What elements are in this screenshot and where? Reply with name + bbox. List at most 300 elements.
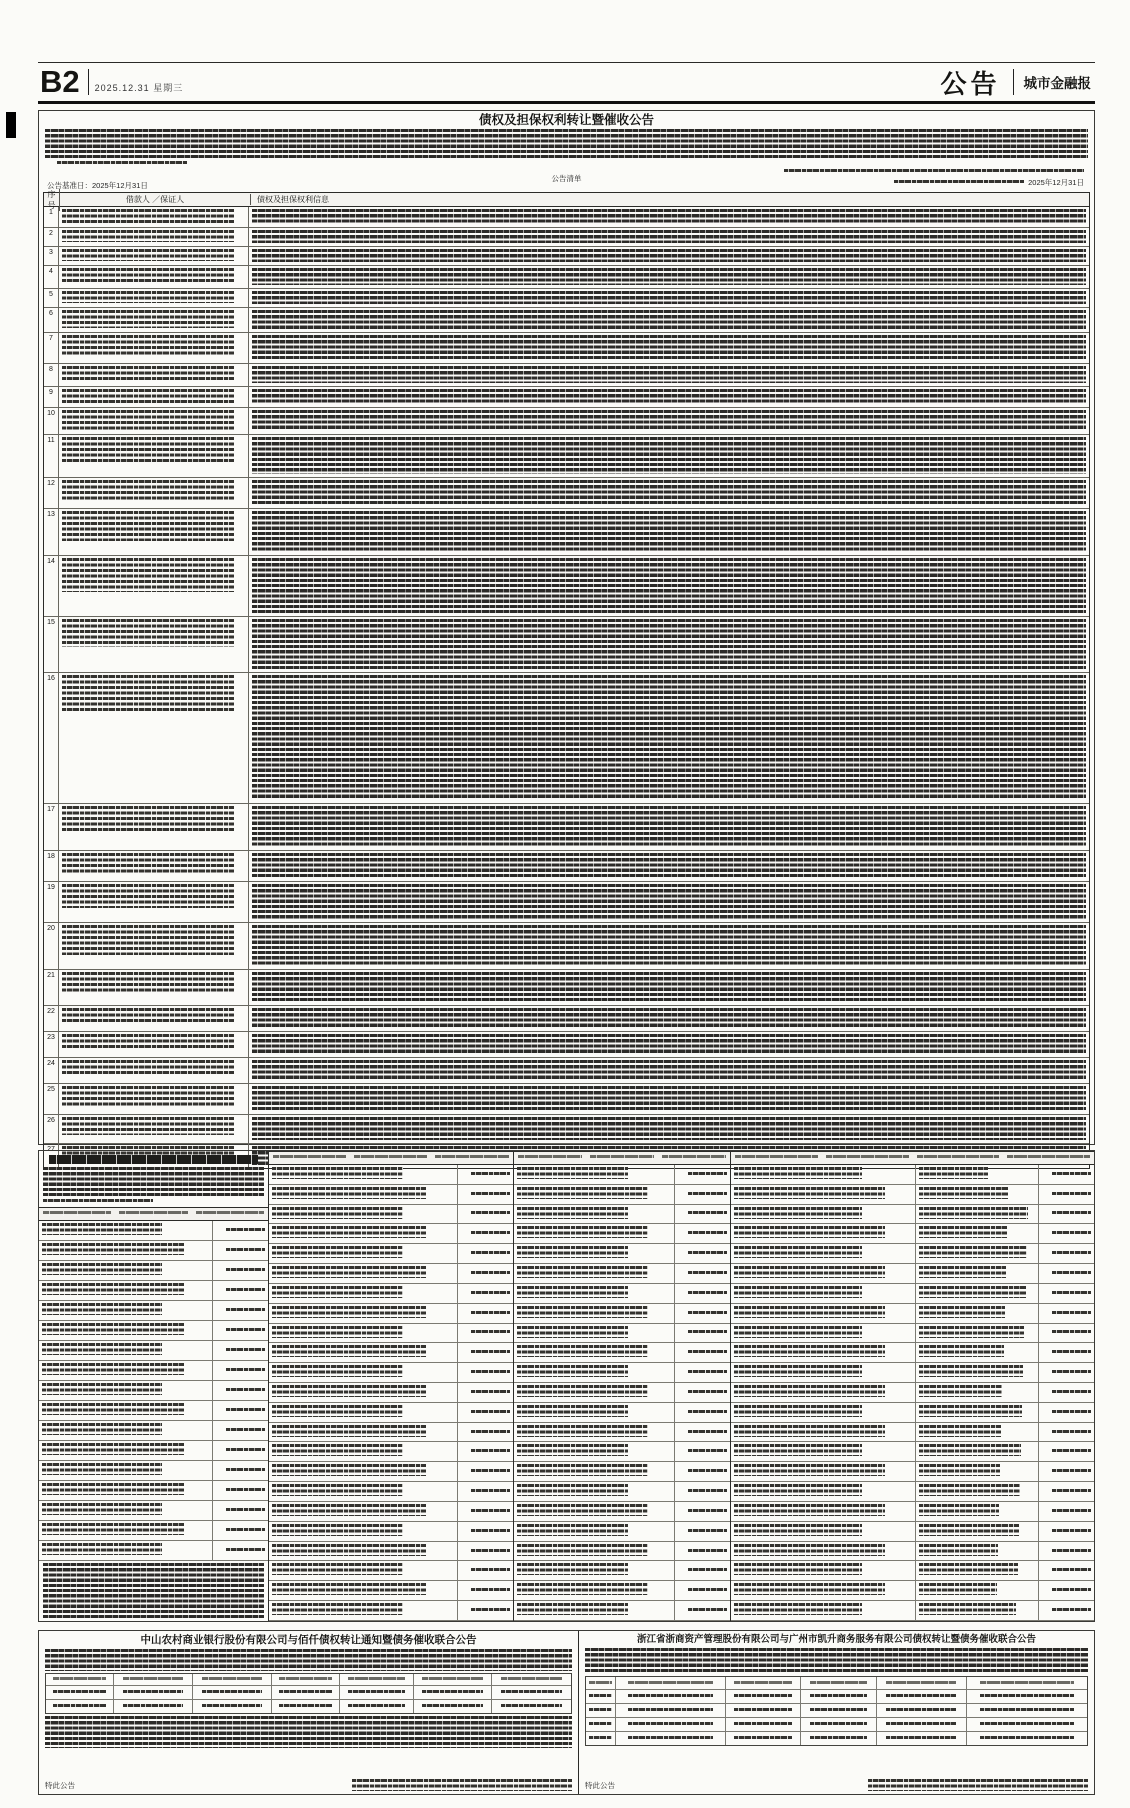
bottom-table-cell: [114, 1700, 193, 1713]
npl-debtor-cell: [39, 1481, 212, 1500]
npl-debtor-text: [517, 1405, 628, 1417]
npl-amount-cell: [212, 1261, 268, 1280]
npl-amount-text: [471, 1330, 510, 1335]
npl-debtor-text: [272, 1603, 403, 1615]
bottom-cell-text: [422, 1704, 483, 1709]
npl-guarantor-text: [919, 1187, 1009, 1199]
npl-table-row: [731, 1244, 1094, 1264]
npl-debtor-text: [734, 1345, 885, 1357]
table-row: [44, 364, 1089, 387]
npl-amount-text: [226, 1488, 265, 1493]
bottom-cell-text: [886, 1694, 956, 1699]
npl-table-row: [269, 1185, 513, 1205]
npl-guarantor-cell: [915, 1542, 1038, 1561]
npl-amount-text: [1052, 1449, 1091, 1454]
npl-amount-cell: [1038, 1542, 1094, 1561]
page-number: B2: [40, 63, 80, 99]
npl-table-row: [39, 1301, 268, 1321]
npl-debtor-text: [734, 1563, 862, 1575]
npl-amount-text: [471, 1588, 510, 1593]
claim-info-text: [252, 410, 1086, 431]
npl-column-group-4: [731, 1151, 1094, 1621]
npl-amount-cell: [1038, 1462, 1094, 1481]
npl-amount-cell: [457, 1185, 513, 1204]
bottom-cell-text: [734, 1708, 792, 1713]
npl-debtor-cell: [731, 1343, 915, 1362]
npl-amount-text: [226, 1328, 265, 1333]
npl-amount-text: [1052, 1489, 1091, 1494]
npl-guarantor-cell: [915, 1224, 1038, 1243]
npl-debtor-text: [734, 1246, 862, 1258]
npl-debtor-text: [272, 1484, 403, 1496]
npl-amount-cell: [674, 1383, 730, 1402]
debtor-guarantor-cell: [59, 1084, 249, 1114]
npl-header-cell: [735, 1155, 818, 1160]
npl-debtor-cell: [514, 1423, 674, 1442]
npl-debtor-cell: [731, 1462, 915, 1481]
debtor-names-text: [62, 619, 234, 647]
npl-debtor-cell: [39, 1261, 212, 1280]
npl-table-row: [269, 1343, 513, 1363]
npl-table-row: [514, 1581, 730, 1601]
claim-info-text: [252, 884, 1086, 919]
claim-info-text: [252, 268, 1086, 285]
claim-info-cell: [249, 478, 1089, 508]
npl-debtor-cell: [731, 1403, 915, 1422]
npl-amount-text: [226, 1528, 265, 1533]
debtor-names-text: [62, 925, 234, 955]
npl-amount-cell: [457, 1462, 513, 1481]
npl-debtor-cell: [39, 1441, 212, 1460]
bottom-cell-text: [734, 1694, 792, 1699]
npl-debtor-text: [734, 1226, 885, 1238]
npl-debtor-text: [734, 1504, 885, 1516]
npl-table-row: [39, 1441, 268, 1461]
bottom-table-header: [586, 1677, 1087, 1690]
npl-guarantor-cell: [915, 1264, 1038, 1283]
bottom-cell-text: [123, 1704, 184, 1709]
npl-amount-text: [688, 1251, 727, 1256]
npl-debtor-cell: [39, 1341, 212, 1360]
bottom-header-text: [123, 1677, 184, 1682]
npl-table-row: [39, 1321, 268, 1341]
bottom-table-row: [46, 1700, 571, 1713]
npl-amount-cell: [674, 1165, 730, 1184]
npl-guarantor-cell: [915, 1482, 1038, 1501]
npl-debtor-cell: [514, 1324, 674, 1343]
npl-header-cell: [119, 1211, 187, 1216]
npl-debtor-text: [272, 1167, 403, 1179]
npl-header-cell: [590, 1155, 654, 1160]
bottom-cell-text: [279, 1690, 331, 1695]
npl-amount-cell: [1038, 1224, 1094, 1243]
npl-debtor-cell: [731, 1165, 915, 1184]
bottom-cell-text: [810, 1722, 868, 1727]
claim-info-text: [252, 291, 1086, 304]
npl-amount-cell: [457, 1205, 513, 1224]
npl-debtor-cell: [731, 1304, 915, 1323]
npl-amount-text: [688, 1529, 727, 1534]
npl-debtor-text: [272, 1464, 426, 1476]
npl-table-row: [269, 1224, 513, 1244]
npl-table-row: [514, 1363, 730, 1383]
npl-amount-text: [1052, 1529, 1091, 1534]
npl-amount-text: [1052, 1251, 1091, 1256]
masthead-right: [928, 63, 1095, 101]
npl-amount-cell: [1038, 1304, 1094, 1323]
bottom-cell-text: [628, 1722, 713, 1727]
bottom-header-cell: [272, 1674, 340, 1685]
debtor-names-text: [62, 884, 234, 908]
table-row: [44, 435, 1089, 478]
npl-table-row: [269, 1324, 513, 1344]
table-row: [44, 333, 1089, 364]
bottom-table-cell: [877, 1732, 967, 1745]
bottom-table-cell: [877, 1718, 967, 1731]
npl-amount-text: [471, 1172, 510, 1177]
npl-amount-text: [1052, 1549, 1091, 1554]
npl-debtor-cell: [731, 1581, 915, 1600]
npl-guarantor-text: [919, 1603, 1017, 1615]
npl-debtor-cell: [514, 1542, 674, 1561]
table-row: [44, 1006, 1089, 1032]
table-row: [44, 804, 1089, 851]
table-row: [44, 1084, 1089, 1115]
npl-amount-text: [226, 1288, 265, 1293]
npl-debtor-text: [42, 1363, 184, 1375]
bottom-table-row: [586, 1718, 1087, 1732]
npl-table-row: [269, 1264, 513, 1284]
npl-amount-text: [471, 1430, 510, 1435]
npl-debtor-cell: [514, 1442, 674, 1461]
row-number: 24: [44, 1058, 59, 1083]
npl-guarantor-cell: [915, 1244, 1038, 1263]
npl-debtor-cell: [269, 1343, 457, 1362]
npl-debtor-text: [42, 1483, 184, 1495]
npl-table-row: [514, 1601, 730, 1621]
npl-debtor-cell: [731, 1561, 915, 1580]
claim-info-cell: [249, 308, 1089, 332]
npl-amount-cell: [1038, 1284, 1094, 1303]
bottom-cell-text: [810, 1736, 868, 1741]
npl-guarantor-text: [919, 1326, 1025, 1338]
npl-guarantor-cell: [915, 1363, 1038, 1382]
npl-amount-cell: [674, 1403, 730, 1422]
npl-debtor-text: [272, 1583, 426, 1595]
npl-table-row: [731, 1581, 1094, 1601]
row-number: 2: [44, 228, 59, 246]
npl-debtor-text: [517, 1167, 628, 1179]
bottom-header-cell: [801, 1677, 876, 1689]
bottom-header-text: [589, 1681, 612, 1686]
debtor-names-text: [62, 480, 234, 500]
claim-info-cell: [249, 673, 1089, 803]
npl-table-row: [514, 1224, 730, 1244]
npl-amount-cell: [212, 1361, 268, 1380]
npl-debtor-text: [272, 1226, 426, 1238]
npl-debtor-text: [42, 1463, 162, 1475]
npl-amount-text: [226, 1348, 265, 1353]
debtor-names-text: [62, 558, 234, 592]
bottom-cell-text: [53, 1690, 105, 1695]
zheshang-title: 浙江省浙商资产管理股份有限公司与广州市凯升商务服务有限公司债权转让暨债务催收联合公告: [636, 1634, 1036, 1645]
npl-debtor-text: [272, 1563, 403, 1575]
npl-debtor-text: [734, 1266, 885, 1278]
bottom-table-cell: [726, 1704, 801, 1717]
bottom-header-cell: [46, 1674, 114, 1685]
npl-amount-cell: [457, 1522, 513, 1541]
npl-guarantor-text: [919, 1365, 1024, 1377]
debtor-names-text: [62, 389, 234, 403]
npl-guarantor-cell: [915, 1165, 1038, 1184]
bottom-table-cell: [586, 1732, 616, 1745]
bottom-table-cell: [492, 1686, 571, 1699]
main-table-body: [44, 207, 1089, 1168]
bottom-table-cell: [801, 1704, 876, 1717]
bottom-header-text: [422, 1677, 483, 1682]
npl-amount-text: [471, 1231, 510, 1236]
npl-guarantor-cell: [915, 1502, 1038, 1521]
npl-guarantor-text: [919, 1385, 1003, 1397]
npl-debtor-text: [517, 1583, 648, 1595]
npl-guarantor-cell: [915, 1442, 1038, 1461]
npl-debtor-text: [734, 1365, 862, 1377]
row-number: 26: [44, 1115, 59, 1143]
npl-table-row: [39, 1381, 268, 1401]
npl-debtor-cell: [514, 1264, 674, 1283]
claim-info-cell: [249, 1084, 1089, 1114]
npl-guarantor-text: [919, 1246, 1027, 1258]
npl-header-cell: [917, 1155, 1000, 1160]
npl-guarantor-cell: [915, 1601, 1038, 1620]
debtor-guarantor-cell: [59, 851, 249, 881]
npl-guarantor-cell: [915, 1205, 1038, 1224]
debtor-guarantor-cell: [59, 247, 249, 265]
debtor-guarantor-cell: [59, 923, 249, 969]
npl-debtor-text: [734, 1544, 885, 1556]
npl-amount-cell: [212, 1421, 268, 1440]
npl-table-row: [731, 1284, 1094, 1304]
npl-amount-cell: [457, 1284, 513, 1303]
bottom-header-cell: [877, 1677, 967, 1689]
claim-info-cell: [249, 228, 1089, 246]
claim-info-text: [252, 1034, 1086, 1054]
claim-info-cell: [249, 617, 1089, 672]
bottom-header-cell: [726, 1677, 801, 1689]
npl-amount-cell: [457, 1304, 513, 1323]
npl-table-row: [731, 1304, 1094, 1324]
npl-amount-cell: [674, 1601, 730, 1620]
npl-table-row: [39, 1341, 268, 1361]
row-number: 20: [44, 923, 59, 969]
npl-guarantor-text: [919, 1207, 1028, 1219]
npl-table-row: [731, 1601, 1094, 1621]
row-number: 16: [44, 673, 59, 803]
table-row: [44, 1032, 1089, 1058]
npl-table-row: [39, 1521, 268, 1541]
table-row: [44, 266, 1089, 289]
bottom-table-cell: [967, 1732, 1087, 1745]
npl-debtor-text: [42, 1543, 162, 1555]
npl-guarantor-text: [919, 1425, 1002, 1437]
npl-amount-text: [471, 1509, 510, 1514]
npl-amount-cell: [674, 1542, 730, 1561]
claim-info-text: [252, 1117, 1086, 1140]
npl-table-row: [514, 1264, 730, 1284]
claim-info-text: [252, 925, 1086, 966]
zhongshan-closing: 特此公告: [45, 1781, 75, 1790]
table-row: [44, 228, 1089, 247]
claim-info-text: [252, 619, 1086, 669]
npl-amount-cell: [674, 1522, 730, 1541]
npl-debtor-cell: [731, 1423, 915, 1442]
npl-table-row: [39, 1281, 268, 1301]
debtor-guarantor-cell: [59, 1115, 249, 1143]
npl-amount-text: [471, 1311, 510, 1316]
npl-amount-cell: [1038, 1205, 1094, 1224]
npl-debtor-text: [734, 1524, 862, 1536]
debtor-guarantor-cell: [59, 556, 249, 616]
npl-debtor-cell: [514, 1244, 674, 1263]
npl-table-row: [731, 1224, 1094, 1244]
npl-table-header: [731, 1151, 1094, 1165]
bottom-table-cell: [414, 1686, 493, 1699]
npl-debtor-text: [42, 1383, 162, 1395]
notice-meta-row: [45, 168, 1088, 192]
npl-debtor-cell: [269, 1165, 457, 1184]
npl-amount-cell: [1038, 1522, 1094, 1541]
npl-debtor-text: [42, 1223, 162, 1235]
npl-amount-text: [1052, 1211, 1091, 1216]
claim-info-text: [252, 675, 1086, 800]
npl-guarantor-cell: [915, 1304, 1038, 1323]
npl-debtor-cell: [39, 1361, 212, 1380]
paper-name: 城市金融报: [1023, 76, 1091, 92]
npl-table-row: [269, 1363, 513, 1383]
npl-table-row: [731, 1542, 1094, 1562]
npl-header-cell: [273, 1155, 346, 1160]
row-number: 25: [44, 1084, 59, 1114]
bottom-header-text: [53, 1677, 105, 1682]
bottom-table-cell: [616, 1690, 726, 1703]
npl-table-row: [514, 1205, 730, 1225]
row-number: 21: [44, 970, 59, 1005]
npl-header-cell: [662, 1155, 726, 1160]
npl-amount-cell: [1038, 1581, 1094, 1600]
npl-amount-text: [471, 1291, 510, 1296]
npl-debtor-cell: [514, 1561, 674, 1580]
npl-amount-text: [688, 1509, 727, 1514]
npl-amount-cell: [674, 1205, 730, 1224]
npl-debtor-text: [517, 1207, 628, 1219]
npl-table-row: [514, 1542, 730, 1562]
table-row: [44, 673, 1089, 804]
npl-table-row: [514, 1343, 730, 1363]
npl-debtor-text: [42, 1343, 162, 1355]
npl-column-group-3: [514, 1151, 731, 1621]
npl-debtor-text: [517, 1326, 628, 1338]
npl-amount-text: [471, 1608, 510, 1613]
npl-table-row: [39, 1401, 268, 1421]
npl-debtor-cell: [731, 1363, 915, 1382]
bottom-header-text: [279, 1677, 331, 1682]
npl-table-row: [514, 1442, 730, 1462]
claim-info-cell: [249, 851, 1089, 881]
row-number: 10: [44, 408, 59, 434]
npl-debtor-cell: [269, 1561, 457, 1580]
npl-header-cell: [826, 1155, 909, 1160]
npl-amount-cell: [1038, 1324, 1094, 1343]
row-number: 18: [44, 851, 59, 881]
npl-amount-text: [688, 1430, 727, 1435]
npl-debtor-cell: [514, 1185, 674, 1204]
npl-amount-text: [1052, 1350, 1091, 1355]
npl-debtor-text: [272, 1187, 426, 1199]
bottom-cell-text: [589, 1722, 612, 1727]
npl-debtor-cell: [731, 1482, 915, 1501]
npl-amount-text: [471, 1568, 510, 1573]
npl-debtor-text: [42, 1323, 184, 1335]
npl-amount-cell: [1038, 1383, 1094, 1402]
npl-amount-cell: [1038, 1561, 1094, 1580]
npl-header-cell: [196, 1211, 264, 1216]
npl-amount-cell: [1038, 1363, 1094, 1382]
npl-amount-cell: [457, 1264, 513, 1283]
debtor-names-text: [62, 675, 234, 711]
npl-debtor-text: [517, 1524, 628, 1536]
npl-amount-text: [688, 1449, 727, 1454]
npl-debtor-text: [734, 1207, 862, 1219]
npl-debtor-cell: [269, 1542, 457, 1561]
claims-table: [43, 189, 1090, 1169]
npl-table-row: [514, 1185, 730, 1205]
table-row: [44, 247, 1089, 266]
table-row: [44, 478, 1089, 509]
npl-amount-cell: [674, 1363, 730, 1382]
bottom-header-cell: [114, 1674, 193, 1685]
npl-debtor-cell: [269, 1363, 457, 1382]
npl-amount-cell: [457, 1561, 513, 1580]
npl-header-cell: [518, 1155, 582, 1160]
debtor-names-text: [62, 249, 234, 261]
bottom-header-text: [734, 1681, 792, 1686]
claim-info-cell: [249, 387, 1089, 407]
row-number: 7: [44, 333, 59, 363]
bottom-cell-text: [501, 1690, 562, 1695]
npl-amount-text: [688, 1291, 727, 1296]
debtor-guarantor-cell: [59, 970, 249, 1005]
npl-table-row: [731, 1205, 1094, 1225]
signature-date: 2025年12月31日: [1028, 178, 1084, 187]
npl-column-group-1: [39, 1151, 269, 1621]
bottom-table-cell: [801, 1732, 876, 1745]
npl-debtor-cell: [731, 1185, 915, 1204]
bottom-table-cell: [340, 1700, 414, 1713]
npl-amount-text: [226, 1268, 265, 1273]
npl-amount-cell: [674, 1244, 730, 1263]
npl-table-row: [514, 1423, 730, 1443]
claim-info-text: [252, 1086, 1086, 1111]
debtor-names-text: [62, 1117, 234, 1135]
npl-debtor-text: [517, 1345, 648, 1357]
npl-guarantor-text: [919, 1306, 1005, 1318]
table-row: [44, 882, 1089, 923]
npl-group-intro-text: [43, 1167, 264, 1197]
npl-amount-text: [1052, 1291, 1091, 1296]
npl-debtor-cell: [731, 1383, 915, 1402]
npl-table-row: [269, 1284, 513, 1304]
claim-info-cell: [249, 364, 1089, 386]
